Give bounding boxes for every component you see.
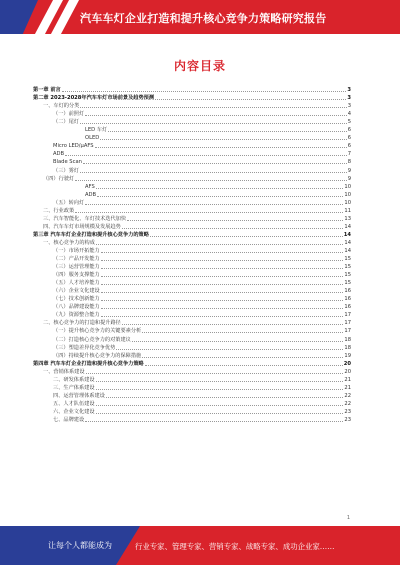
toc-entry-label: AFS xyxy=(85,183,95,190)
toc-entry-label: OLED xyxy=(85,135,100,142)
toc-entry-page: 3 xyxy=(347,87,351,94)
toc-entry-page: 22 xyxy=(344,400,351,407)
toc-dot-leader xyxy=(145,365,343,366)
toc-entry[interactable] xyxy=(33,295,351,303)
toc-dot-leader xyxy=(83,163,347,164)
toc-entry[interactable] xyxy=(33,118,351,126)
toc-entry-label: （四）行驶灯 xyxy=(43,175,75,182)
toc-entry[interactable] xyxy=(33,360,351,368)
toc-entry[interactable] xyxy=(33,255,351,263)
toc-entry-label: 一、核心竞争力的构成 xyxy=(43,239,95,246)
toc-entry-page: 20 xyxy=(344,368,351,375)
toc-entry-label: （一）前照灯 xyxy=(53,111,85,118)
toc-entry-page: 16 xyxy=(344,296,351,303)
top-banner xyxy=(0,0,400,34)
toc-entry[interactable] xyxy=(33,376,351,384)
toc-dot-leader xyxy=(75,180,347,181)
toc-entry[interactable] xyxy=(33,263,351,271)
footer-slogan-left: 让每个人都能成为 xyxy=(48,541,112,550)
banner-blue-accent xyxy=(0,0,38,34)
toc-entry-label: 第四章 汽车车灯企业打造和提升核心竞争力策略 xyxy=(33,360,144,367)
toc-entry[interactable] xyxy=(33,279,351,287)
toc-entry-label: ADB xyxy=(85,191,97,198)
toc-entry-label: （一）提升核心竞争力的关键要素分析 xyxy=(53,328,142,335)
toc-entry-label: 第一章 前言 xyxy=(33,87,61,94)
toc-dot-leader xyxy=(101,260,344,261)
toc-entry-page: 18 xyxy=(344,336,351,343)
toc-entry[interactable] xyxy=(33,319,351,327)
toc-entry[interactable] xyxy=(33,110,351,118)
toc-entry[interactable] xyxy=(33,231,351,239)
toc-dot-leader xyxy=(122,228,344,229)
toc-entry-label: 第二章 2023-2028年汽车车灯市场前景及趋势预测 xyxy=(33,95,155,102)
toc-entry[interactable] xyxy=(33,303,351,311)
toc-entry-page: 6 xyxy=(347,135,351,142)
toc-dot-leader xyxy=(96,405,344,406)
toc-entry-label: 二、研发体系建设 xyxy=(53,376,95,383)
toc-entry-label: （三）雾灯 xyxy=(53,167,79,174)
toc-entry-page: 10 xyxy=(344,183,351,190)
toc-entry-page: 3 xyxy=(347,103,351,110)
toc-entry[interactable] xyxy=(33,247,351,255)
toc-entry-page: 18 xyxy=(344,344,351,351)
toc-entry-page: 14 xyxy=(344,239,351,246)
toc-entry[interactable] xyxy=(33,287,351,295)
toc-entry-page: 19 xyxy=(344,352,351,359)
toc-entry[interactable] xyxy=(33,327,351,335)
toc-entry[interactable] xyxy=(33,142,351,150)
toc-dot-leader xyxy=(80,172,347,173)
toc-dot-leader xyxy=(96,413,344,414)
toc-entry[interactable] xyxy=(33,400,351,408)
toc-entry-page: 14 xyxy=(344,223,351,230)
toc-entry-page: 10 xyxy=(344,199,351,206)
toc-entry-page: 13 xyxy=(344,215,351,222)
toc-entry-page: 9 xyxy=(347,167,351,174)
toc-dot-leader xyxy=(75,212,343,213)
toc-entry-page: 21 xyxy=(344,376,351,383)
toc-dot-leader xyxy=(142,332,343,333)
toc-dot-leader xyxy=(80,123,347,124)
toc-entry-label: Micro LED/μAFS xyxy=(53,143,94,150)
toc-dot-leader xyxy=(85,115,347,116)
toc-entry-label: 三、汽车智能化、车灯技术迭代加快 xyxy=(43,215,127,222)
toc-entry[interactable] xyxy=(33,94,351,102)
toc-dot-leader xyxy=(150,236,343,237)
toc-dot-leader xyxy=(101,268,344,269)
toc-entry-label: （九）资源整合能力 xyxy=(53,312,100,319)
toc-dot-leader xyxy=(106,397,344,398)
toc-dot-leader xyxy=(142,357,343,358)
table-of-contents xyxy=(33,86,351,424)
toc-entry-label: 四、运营管理体系建设 xyxy=(53,392,105,399)
toc-entry-page: 5 xyxy=(347,119,351,126)
toc-entry-label: 四、汽车车灯市场规模及发展趋势 xyxy=(43,223,121,230)
toc-entry-page: 10 xyxy=(344,191,351,198)
toc-entry[interactable] xyxy=(33,166,351,174)
toc-dot-leader xyxy=(101,300,344,301)
toc-entry-page: 16 xyxy=(344,288,351,295)
toc-entry-page: 6 xyxy=(347,127,351,134)
toc-entry[interactable] xyxy=(33,199,351,207)
toc-entry-page: 20 xyxy=(343,360,351,367)
toc-dot-leader xyxy=(155,99,346,100)
toc-entry[interactable] xyxy=(33,368,351,376)
toc-dot-leader xyxy=(95,147,347,148)
toc-entry-page: 23 xyxy=(344,408,351,415)
toc-dot-leader xyxy=(96,188,344,189)
toc-entry[interactable] xyxy=(33,126,351,134)
toc-dot-leader xyxy=(127,220,343,221)
toc-dot-leader xyxy=(85,421,343,422)
footer-slogan-right: 行业专家、管理专家、营销专家、战略专家、成功企业家…… xyxy=(135,542,335,551)
toc-entry-page: 17 xyxy=(344,312,351,319)
toc-entry-label: 五、人才队伍建设 xyxy=(53,400,95,407)
toc-entry[interactable] xyxy=(33,352,351,360)
toc-entry-page: 9 xyxy=(347,175,351,182)
toc-entry-label: 一、营销体系建设 xyxy=(43,368,85,375)
toc-entry-page: 6 xyxy=(347,143,351,150)
toc-entry-page: 22 xyxy=(344,392,351,399)
toc-entry[interactable] xyxy=(33,239,351,247)
toc-entry[interactable] xyxy=(33,207,351,215)
toc-heading: 内容目录 xyxy=(173,59,226,73)
toc-dot-leader xyxy=(62,91,347,92)
toc-entry[interactable] xyxy=(33,102,351,110)
toc-entry-page: 14 xyxy=(344,247,351,254)
toc-entry-label: （五）人才培养能力 xyxy=(53,280,100,287)
page-number: 1 xyxy=(346,515,350,521)
toc-entry-page: 15 xyxy=(344,272,351,279)
toc-dot-leader xyxy=(108,131,347,132)
toc-entry-page: 21 xyxy=(344,384,351,391)
bottom-banner xyxy=(0,526,400,565)
toc-dot-leader xyxy=(97,196,343,197)
toc-entry-label: 六、企业文化建设 xyxy=(53,408,95,415)
toc-entry-label: （七）技术创新能力 xyxy=(53,296,100,303)
toc-entry[interactable] xyxy=(33,183,351,191)
toc-entry[interactable] xyxy=(33,158,351,166)
toc-dot-leader xyxy=(86,373,344,374)
toc-entry[interactable] xyxy=(33,86,351,94)
toc-entry[interactable] xyxy=(33,150,351,158)
toc-dot-leader xyxy=(101,284,344,285)
toc-dot-leader xyxy=(101,252,344,253)
toc-entry[interactable] xyxy=(33,416,351,424)
toc-dot-leader xyxy=(100,139,346,140)
toc-entry-label: （二）尾灯 xyxy=(53,119,79,126)
toc-entry[interactable] xyxy=(33,223,351,231)
toc-dot-leader xyxy=(101,316,344,317)
toc-entry-page: 7 xyxy=(347,151,351,158)
toc-dot-leader xyxy=(96,381,344,382)
toc-entry-page: 23 xyxy=(344,416,351,423)
toc-entry[interactable] xyxy=(33,335,351,343)
toc-entry[interactable] xyxy=(33,271,351,279)
toc-dot-leader xyxy=(101,292,344,293)
toc-dot-leader xyxy=(101,276,344,277)
toc-entry-page: 11 xyxy=(344,207,351,214)
toc-dot-leader xyxy=(96,389,344,390)
toc-entry[interactable] xyxy=(33,134,351,142)
toc-entry-page: 17 xyxy=(344,320,351,327)
toc-entry[interactable] xyxy=(33,392,351,400)
toc-entry[interactable] xyxy=(33,175,351,183)
toc-entry-page: 15 xyxy=(344,256,351,263)
toc-dot-leader xyxy=(101,308,344,309)
toc-entry-label: 三、生产体系建设 xyxy=(53,384,95,391)
toc-entry-label: Blade Scan xyxy=(53,159,82,166)
toc-entry-label: （三）运营管理能力 xyxy=(53,264,100,271)
toc-entry-page: 14 xyxy=(343,231,351,238)
toc-entry-label: 一、车灯的分类 xyxy=(43,103,80,110)
toc-dot-leader xyxy=(116,349,343,350)
toc-entry-page: 3 xyxy=(347,95,351,102)
toc-entry-label: （四）持续提升核心竞争力的保障措施 xyxy=(53,352,142,359)
toc-dot-leader xyxy=(80,107,346,108)
toc-entry-label: ADB xyxy=(53,151,65,158)
toc-entry[interactable] xyxy=(33,408,351,416)
toc-dot-leader xyxy=(85,204,343,205)
toc-entry[interactable] xyxy=(33,311,351,319)
toc-entry[interactable] xyxy=(33,344,351,352)
toc-entry-label: （四）服务支撑能力 xyxy=(53,272,100,279)
toc-entry-page: 16 xyxy=(344,304,351,311)
toc-entry-label: 二、行业政策 xyxy=(43,207,75,214)
toc-entry-label: 二、核心竞争力的打造和提升路径 xyxy=(43,320,121,327)
toc-entry-page: 17 xyxy=(344,328,351,335)
toc-entry-label: （一）市场开拓能力 xyxy=(53,247,100,254)
toc-entry-label: LED 车灯 xyxy=(85,127,108,134)
toc-entry-label: （二）产品开发能力 xyxy=(53,256,100,263)
toc-entry-page: 15 xyxy=(344,264,351,271)
toc-entry[interactable] xyxy=(33,215,351,223)
toc-entry-label: 第三章 汽车车灯企业打造和提升核心竞争力的策略 xyxy=(33,231,149,238)
toc-dot-leader xyxy=(122,324,344,325)
toc-entry-page: 8 xyxy=(347,159,351,166)
toc-entry-page: 4 xyxy=(347,111,351,118)
toc-entry[interactable] xyxy=(33,191,351,199)
toc-dot-leader xyxy=(132,341,344,342)
toc-entry[interactable] xyxy=(33,384,351,392)
toc-entry-label: （六）企业文化建设 xyxy=(53,288,100,295)
toc-entry-label: 七、品牌建设 xyxy=(53,416,85,423)
toc-entry-label: （二）打造核心竞争力的对策建议 xyxy=(53,336,131,343)
toc-entry-page: 15 xyxy=(344,280,351,287)
toc-dot-leader xyxy=(96,244,344,245)
toc-entry-label: （三）塑造差异化竞争优势 xyxy=(53,344,116,351)
toc-entry-label: （五）转向灯 xyxy=(53,199,85,206)
document-title: 汽车车灯企业打造和提升核心竞争力策略研究报告 xyxy=(80,12,327,25)
toc-dot-leader xyxy=(65,155,347,156)
toc-entry-label: （八）品牌建设能力 xyxy=(53,304,100,311)
